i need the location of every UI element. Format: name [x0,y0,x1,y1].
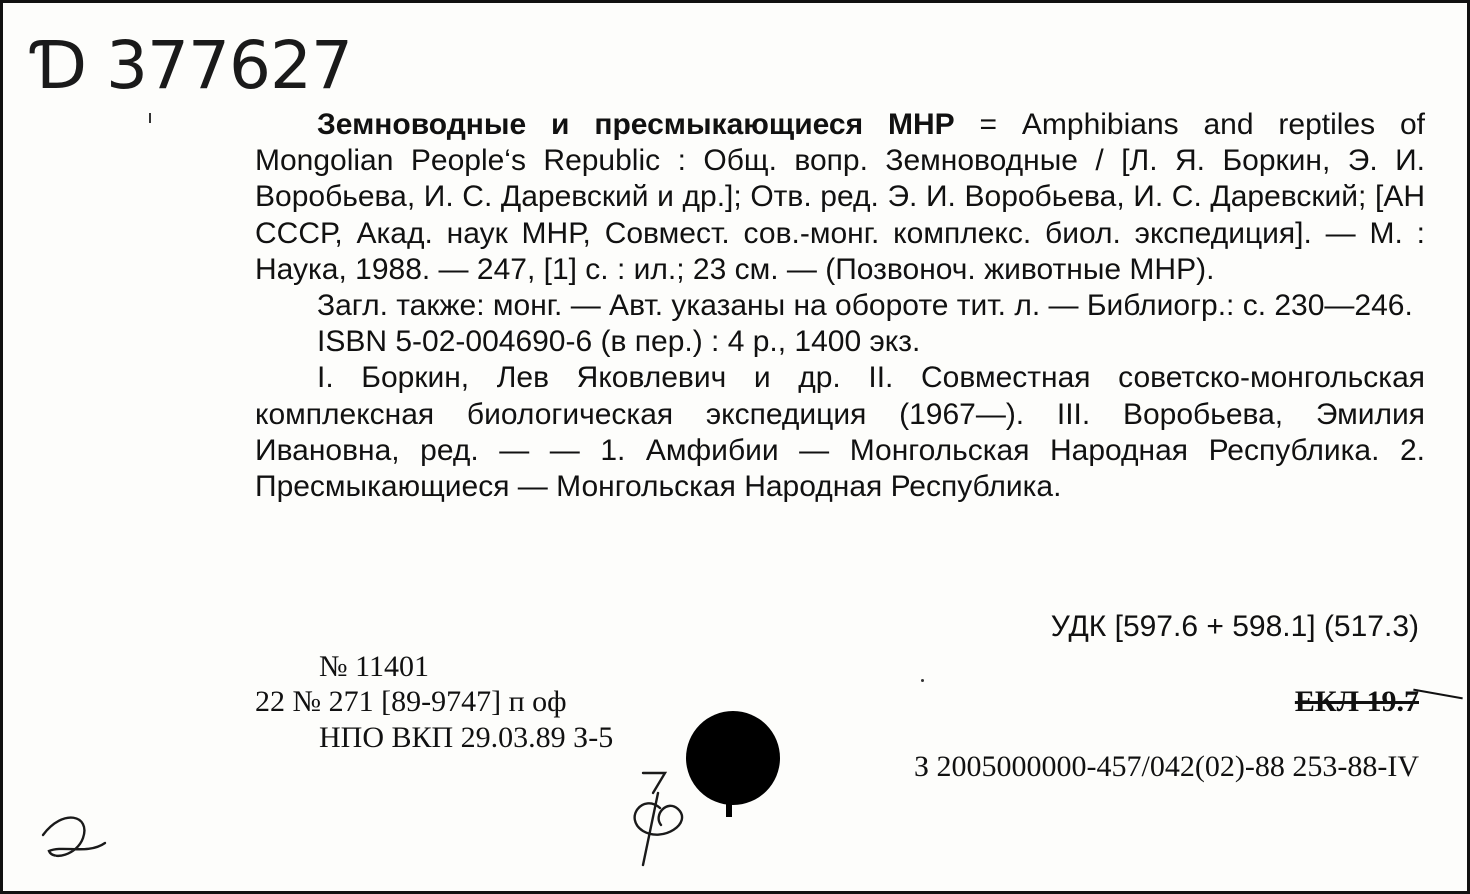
print-line: НПО ВКП 29.03.89 З-5 [319,721,614,754]
catalog-code: З 2005000000-457/042(02)-88 253-88-IV [914,750,1419,783]
main-entry-text: = Amphibians and reptiles of Mongolian People‘s Republic : Общ. вопр. Земноводные / [Л. Я. Боркин, Э. И. Воробьева, И. С. Даревский и др.]; Отв. ред. Э. И. Воробьева, И. С. Даревский; [АН СССР, Акад. наук МНР, Совмест. сов.-монг. комплекс. биол. экспедиция]. — М. : Наука, 1988. — 247, [1] с. : ил.; 23 см. — (Позвоноч. животные МНР). [255,108,1425,286]
handwritten-corner-2 [43,818,105,856]
punch-hole [686,711,780,805]
ink-dot [921,679,924,682]
ekl-stroke [1413,689,1463,700]
ekl-code: ЕКЛ 19.7 [1294,685,1419,718]
udc-classification: УДК [597.6 + 598.1] (517.3) [1050,610,1419,643]
accession-number: № 11401 [319,650,430,683]
handwritten-sign-stem [643,793,658,865]
bibliographic-record [255,107,1425,505]
handwritten-sign-top [643,773,665,793]
isbn-paragraph: ISBN 5-02-004690-6 (в пер.) : 4 р., 1400 экз. [317,325,921,359]
handwritten-sign-text: ф [653,864,655,866]
call-number: Ɗ 377627 [33,27,352,104]
title-proper: Земноводные и пресмыкающиеся МНР [317,108,955,141]
handwritten-sign-loop [635,803,682,834]
ink-mark [149,113,151,123]
order-line: 22 № 271 [89-9747] п оф [255,685,567,718]
handwritten-corner-text: 2 [55,857,57,859]
notes-paragraph: Загл. также: монг. — Авт. указаны на обороте тит. л. — Библиогр.: с. 230—246. [317,289,1413,323]
main-entry-paragraph [255,107,1425,288]
tracings-paragraph: I. Боркин, Лев Яковлевич и др. II. Совместная советско-монгольская комплексная биологическая экспедиция (1967—). III. Воробьева, Эмилия Ивановна, ред. — — 1. Амфибии — Монгольская Народная Республика. 2. Пресмыкающиеся — Монгольская Народная Республика. [255,361,1425,504]
punch-hole-tail [726,799,732,817]
